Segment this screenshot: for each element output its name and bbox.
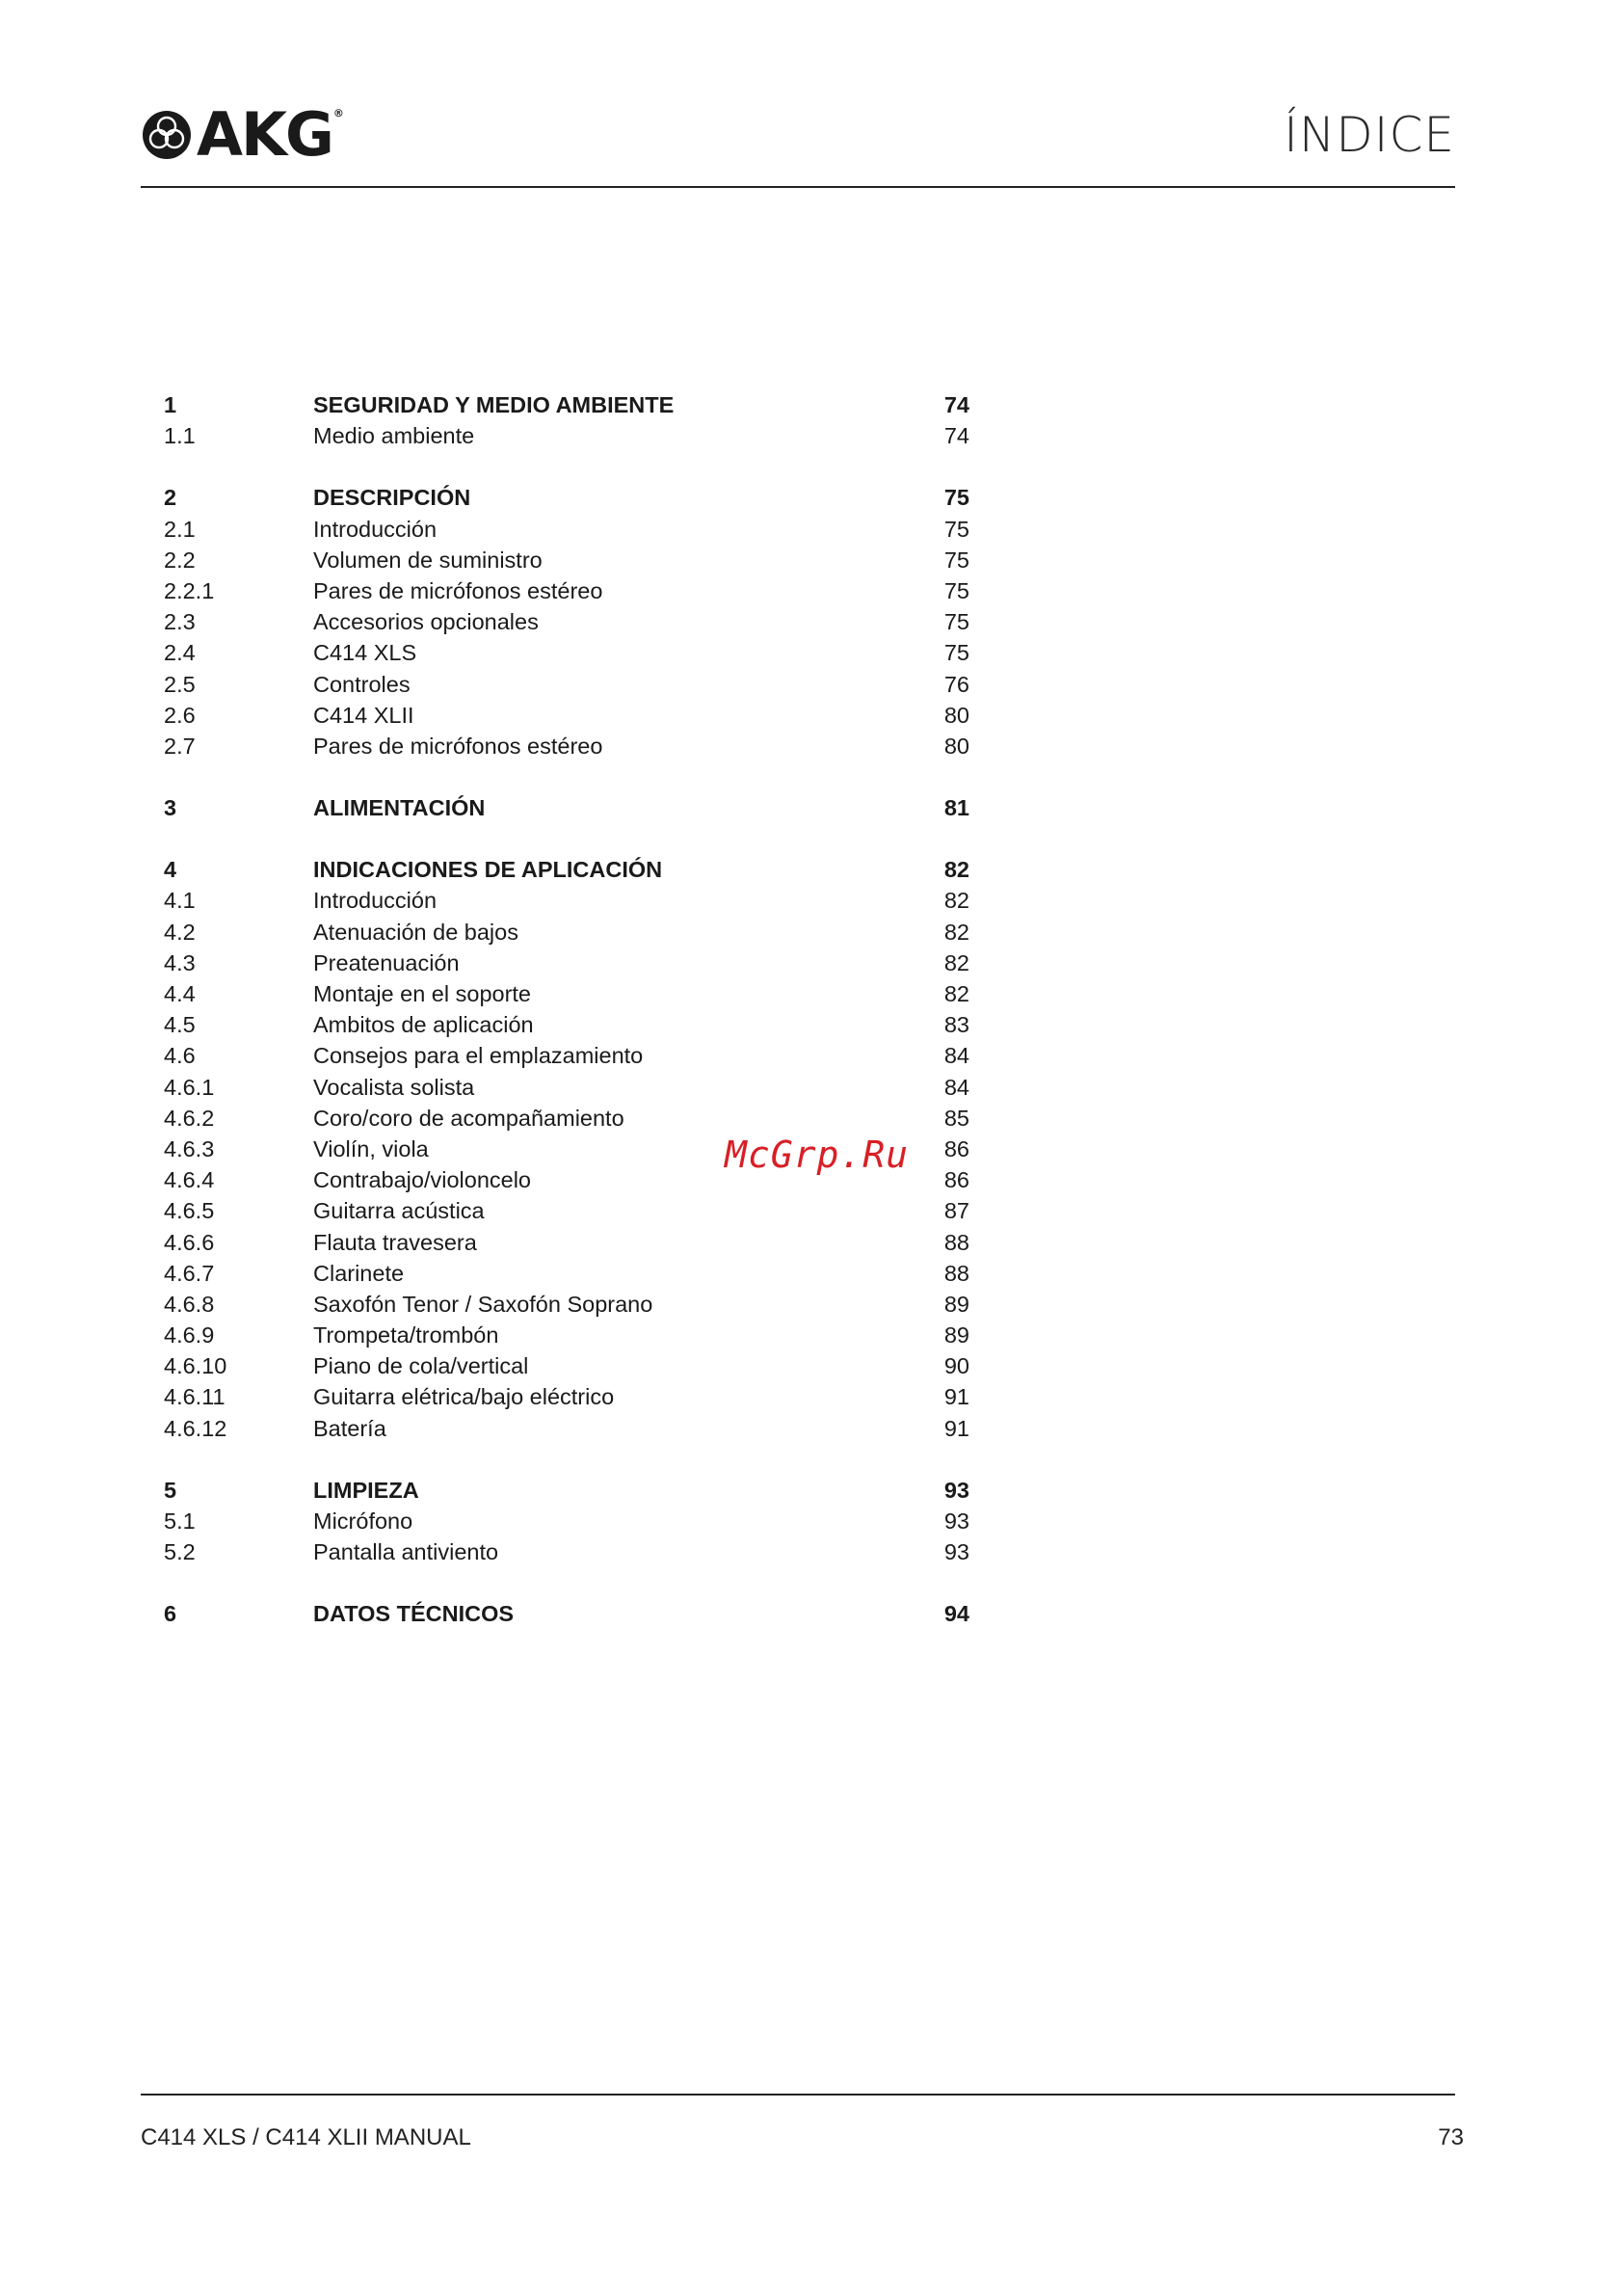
toc-row[interactable] [164, 1506, 969, 1536]
toc-page-number: 88 [943, 1260, 969, 1286]
toc-page-number: 84 [943, 1043, 969, 1069]
toc-page-number: 89 [943, 1291, 969, 1317]
toc-section-title: Introducción [313, 888, 438, 914]
toc-page-number: 93 [943, 1508, 969, 1534]
toc-section-title: Saxofón Tenor / Saxofón Soprano [313, 1291, 653, 1317]
footer-divider [141, 2094, 1455, 2096]
toc-section-number: 4.6 [164, 1043, 196, 1069]
toc-group [164, 482, 969, 761]
toc-row[interactable] [164, 731, 969, 761]
toc-heading-row[interactable] [164, 1475, 969, 1506]
toc-page-number: 91 [943, 1415, 969, 1441]
toc-row[interactable] [164, 1195, 969, 1226]
toc-section-title: C414 XLII [313, 702, 414, 728]
toc-page-number: 89 [943, 1322, 969, 1348]
toc-section-number: 4.5 [164, 1012, 196, 1038]
toc-heading-row[interactable] [164, 482, 969, 513]
page-title: ÍNDICE [1284, 107, 1455, 163]
toc-section-number: 4.6.3 [164, 1135, 215, 1161]
toc-section-title: DATOS TÉCNICOS [313, 1601, 515, 1627]
toc-section-title: Accesorios opcionales [313, 609, 539, 635]
toc-page-number: 75 [943, 640, 969, 666]
toc-section-number: 4.6.11 [164, 1384, 225, 1410]
toc-page-number: 88 [943, 1229, 969, 1255]
toc-section-number: 5.2 [164, 1539, 196, 1565]
toc-page-number: 94 [943, 1601, 969, 1627]
toc-group [164, 1598, 969, 1629]
toc-section-title: Pantalla antiviento [313, 1539, 499, 1565]
toc-page-number: 93 [943, 1477, 969, 1503]
toc-page-number: 74 [943, 392, 969, 417]
toc-section-title: Piano de cola/vertical [313, 1353, 529, 1379]
toc-section-number: 4 [164, 857, 177, 883]
toc-section-title: Contrabajo/violoncelo [313, 1167, 532, 1193]
toc-section-number: 4.4 [164, 981, 196, 1006]
toc-section-title: INDICACIONES DE APLICACIÓN [313, 857, 663, 883]
toc-row[interactable] [164, 1227, 969, 1258]
toc-page-number: 80 [943, 702, 969, 728]
toc-heading-row[interactable] [164, 792, 969, 823]
toc-section-number: 4.6.6 [164, 1229, 215, 1255]
toc-page-number: 75 [943, 516, 969, 542]
toc-section-title: Controles [313, 671, 411, 697]
toc-page-number: 84 [943, 1074, 969, 1100]
toc-row[interactable] [164, 514, 969, 545]
toc-section-number: 4.6.10 [164, 1353, 227, 1379]
page-header [141, 101, 1455, 188]
toc-section-title: Medio ambiente [313, 423, 475, 449]
page-number: 73 [1438, 2124, 1464, 2150]
toc-section-number: 2.3 [164, 609, 196, 635]
toc-row[interactable] [164, 1103, 969, 1134]
toc-section-number: 4.6.9 [164, 1322, 215, 1348]
toc-section-title: Clarinete [313, 1260, 405, 1286]
toc-row[interactable] [164, 1009, 969, 1040]
toc-section-number: 2.7 [164, 733, 196, 759]
toc-section-number: 5.1 [164, 1508, 196, 1534]
watermark: McGrp.Ru [725, 1134, 910, 1176]
toc-section-title: Batería [313, 1415, 386, 1441]
toc-section-number: 2.5 [164, 671, 196, 697]
toc-section-title: ALIMENTACIÓN [313, 795, 486, 821]
toc-row[interactable] [164, 1320, 969, 1350]
toc-section-title: Guitarra elétrica/bajo eléctrico [313, 1384, 615, 1410]
akg-logo [141, 99, 342, 170]
toc-section-title: Violín, viola [313, 1135, 429, 1161]
toc-page-number: 76 [943, 671, 969, 697]
toc-section-title: Guitarra acústica [313, 1198, 485, 1224]
toc-page-number: 86 [943, 1135, 969, 1161]
toc-page-number: 90 [943, 1353, 969, 1379]
toc-section-title: Volumen de suministro [313, 547, 543, 573]
toc-section-title: Montaje en el soporte [313, 981, 532, 1006]
toc-section-number: 2.4 [164, 640, 196, 666]
toc-page-number: 82 [943, 949, 969, 975]
toc-page-number: 75 [943, 485, 969, 511]
toc-section-number: 1 [164, 392, 177, 417]
toc-row[interactable] [164, 978, 969, 1009]
toc-row[interactable] [164, 1413, 969, 1444]
toc-page-number: 75 [943, 609, 969, 635]
toc-heading-row[interactable] [164, 854, 969, 885]
toc-section-number: 3 [164, 795, 177, 821]
toc-row[interactable] [164, 637, 969, 668]
toc-section-title: Flauta travesera [313, 1229, 477, 1255]
table-of-contents [164, 389, 969, 1661]
toc-row[interactable] [164, 1536, 969, 1567]
toc-section-title: Trompeta/trombón [313, 1322, 499, 1348]
toc-page-number: 93 [943, 1539, 969, 1565]
toc-section-number: 4.6.2 [164, 1105, 215, 1131]
toc-section-number: 5 [164, 1477, 177, 1503]
toc-section-number: 4.6.4 [164, 1167, 215, 1193]
logo-wordmark: AKG® [197, 99, 342, 170]
toc-page-number: 87 [943, 1198, 969, 1224]
toc-row[interactable] [164, 420, 969, 451]
toc-section-number: 1.1 [164, 423, 196, 449]
toc-section-number: 2 [164, 485, 177, 511]
toc-section-title: Preatenuación [313, 949, 460, 975]
manual-title: C414 XLS / C414 XLII MANUAL [141, 2124, 471, 2150]
toc-section-number: 4.6.12 [164, 1415, 227, 1441]
toc-row[interactable] [164, 1350, 969, 1381]
toc-section-title: Ambitos de aplicación [313, 1012, 534, 1038]
toc-section-number: 4.6.1 [164, 1074, 215, 1100]
toc-row[interactable] [164, 917, 969, 948]
toc-section-title: Pares de micrófonos estéreo [313, 577, 603, 603]
toc-section-title: Atenuación de bajos [313, 919, 518, 945]
header-divider [141, 186, 1455, 188]
toc-page-number: 82 [943, 857, 969, 883]
toc-row[interactable] [164, 545, 969, 575]
toc-section-number: 4.1 [164, 888, 196, 914]
toc-section-number: 2.2.1 [164, 577, 215, 603]
toc-row[interactable] [164, 1040, 969, 1071]
toc-row[interactable] [164, 606, 969, 637]
toc-section-number: 4.6.8 [164, 1291, 215, 1317]
toc-row[interactable] [164, 669, 969, 700]
toc-row[interactable] [164, 1289, 969, 1320]
toc-page-number: 85 [943, 1105, 969, 1131]
toc-row[interactable] [164, 885, 969, 916]
toc-section-title: DESCRIPCIÓN [313, 485, 471, 511]
toc-section-title: Micrófono [313, 1508, 413, 1534]
toc-group [164, 1475, 969, 1568]
toc-section-number: 6 [164, 1601, 177, 1627]
toc-section-number: 2.2 [164, 547, 196, 573]
toc-section-title: Introducción [313, 516, 438, 542]
toc-section-number: 4.6.7 [164, 1260, 215, 1286]
toc-page-number: 82 [943, 888, 969, 914]
akg-emblem-icon [141, 109, 193, 161]
toc-page-number: 82 [943, 981, 969, 1006]
toc-page-number: 74 [943, 423, 969, 449]
toc-section-number: 2.6 [164, 702, 196, 728]
toc-section-number: 4.3 [164, 949, 196, 975]
toc-section-title: Vocalista solista [313, 1074, 475, 1100]
toc-section-title: Consejos para el emplazamiento [313, 1043, 644, 1069]
toc-group [164, 792, 969, 823]
toc-page-number: 80 [943, 733, 969, 759]
toc-heading-row[interactable] [164, 389, 969, 420]
toc-page-number: 86 [943, 1167, 969, 1193]
toc-section-number: 4.2 [164, 919, 196, 945]
toc-section-title: LIMPIEZA [313, 1477, 419, 1503]
toc-row[interactable] [164, 700, 969, 731]
toc-section-title: C414 XLS [313, 640, 417, 666]
toc-page-number: 82 [943, 919, 969, 945]
toc-page-number: 91 [943, 1384, 969, 1410]
toc-group [164, 389, 969, 451]
toc-section-title: Pares de micrófonos estéreo [313, 733, 603, 759]
toc-section-number: 2.1 [164, 516, 196, 542]
toc-heading-row[interactable] [164, 1598, 969, 1629]
toc-page-number: 81 [943, 795, 969, 821]
toc-section-title: Coro/coro de acompañamiento [313, 1105, 624, 1131]
toc-page-number: 83 [943, 1012, 969, 1038]
toc-row[interactable] [164, 1381, 969, 1412]
toc-page-number: 75 [943, 577, 969, 603]
toc-row[interactable] [164, 1258, 969, 1289]
toc-row[interactable] [164, 575, 969, 606]
toc-row[interactable] [164, 1072, 969, 1103]
toc-row[interactable] [164, 948, 969, 978]
toc-page-number: 75 [943, 547, 969, 573]
toc-section-number: 4.6.5 [164, 1198, 215, 1224]
toc-section-title: SEGURIDAD Y MEDIO AMBIENTE [313, 392, 675, 417]
